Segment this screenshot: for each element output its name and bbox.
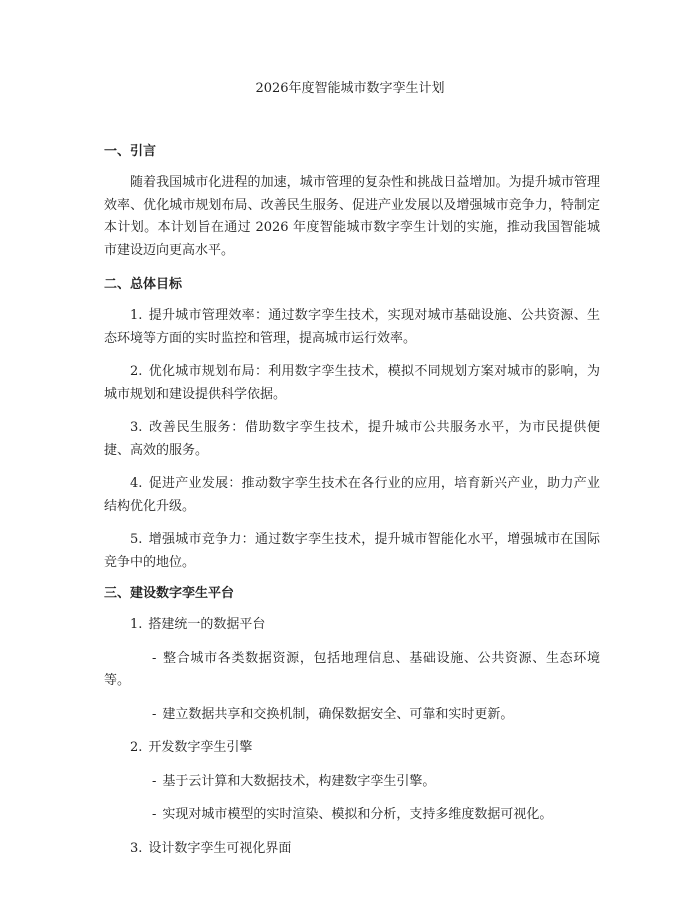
dash-marker: -	[152, 650, 157, 666]
list-item-text: 优化城市规划布局：利用数字孪生技术，模拟不同规划方案对城市的影响，为城市规划和建设提供科学依据。	[104, 364, 600, 402]
list-item	[104, 473, 600, 518]
list-item	[104, 838, 600, 861]
list-item	[104, 305, 600, 350]
section-overall-goals	[104, 276, 600, 574]
list-item	[104, 361, 600, 406]
list-item	[104, 529, 600, 574]
list-item	[104, 417, 600, 462]
list-item-text: 增强城市竞争力：通过数字孪生技术，提升城市智能化水平，增强城市在国际竞争中的地位。	[104, 532, 600, 570]
list-number: 4.	[130, 476, 143, 491]
document-title: 2026年度智能城市数字孪生计划	[255, 81, 445, 96]
document-body	[104, 143, 600, 871]
list-item-text: 设计数字孪生可视化界面	[148, 840, 292, 856]
sub-item-text: 建立数据共享和交换机制，确保数据安全、可靠和实时更新。	[162, 706, 514, 722]
sub-list-item	[104, 804, 600, 827]
dash-marker: -	[152, 807, 157, 822]
list-number: 2.	[130, 364, 143, 379]
dash-marker: -	[152, 706, 157, 722]
sub-item-text: 实现对城市模型的实时渲染、模拟和分析，支持多维度数据可视化。	[162, 807, 553, 822]
sub-list-item	[104, 771, 600, 794]
list-item-text: 搭建统一的数据平台	[148, 617, 266, 632]
list-item	[104, 737, 600, 760]
list-item-text: 促进产业发展：推动数字孪生技术在各行业的应用，培育新兴产业，助力产业结构优化升级。	[104, 476, 600, 514]
sub-item-text: 基于云计算和大数据技术，构建数字孪生引擎。	[162, 773, 436, 789]
list-item	[104, 614, 600, 637]
paragraph: 随着我国城市化进程的加速，城市管理的复杂性和挑战日益增加。为提升城市管理效率、优化城市规划布局、改善民生服务、促进产业发展以及增强城市竞争力，特制定本计划。本计划旨在通过 2026 年度智能城市数字孪生计划的实施，推动我国智能城市建设迈向更高水平。	[104, 175, 600, 258]
sub-list-item	[104, 704, 600, 727]
list-item-text: 改善民生服务：借助数字孪生技术，提升城市公共服务水平，为市民提供便捷、高效的服务。	[104, 420, 600, 458]
list-number: 2.	[130, 740, 143, 755]
list-number: 1.	[130, 617, 143, 632]
section-heading: 二、总体目标	[104, 277, 183, 292]
list-number: 3.	[130, 420, 143, 435]
dash-marker: -	[152, 773, 157, 789]
list-number: 1.	[130, 308, 143, 323]
list-item-text: 提升城市管理效率：通过数字孪生技术，实现对城市基础设施、公共资源、生态环境等方面的实时监控和管理，提高城市运行效率。	[104, 308, 600, 346]
section-heading: 三、建设数字孪生平台	[104, 586, 235, 601]
section-introduction	[104, 143, 600, 262]
sub-item-text: 整合城市各类数据资源，包括地理信息、基础设施、公共资源、生态环境等。	[104, 650, 600, 688]
list-number: 3.	[130, 840, 143, 856]
section-build-platform	[104, 585, 600, 860]
list-number: 5.	[130, 532, 143, 547]
section-heading: 一、引言	[104, 144, 157, 159]
list-item-text: 开发数字孪生引擎	[148, 740, 253, 755]
sub-list-item	[104, 648, 600, 693]
